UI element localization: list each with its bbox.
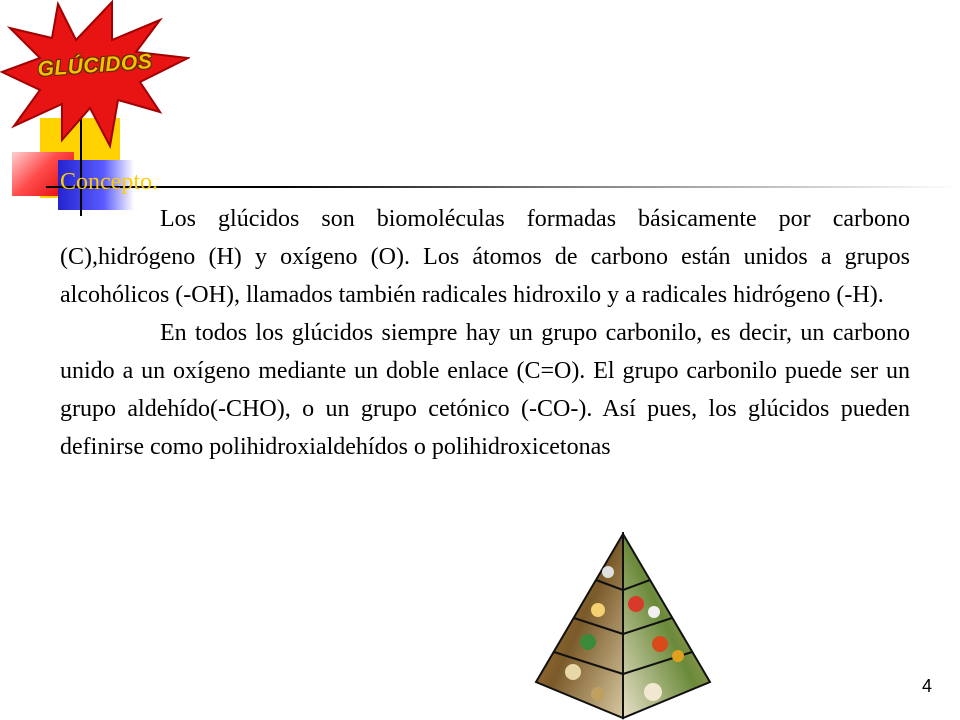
page-number: 4 — [921, 676, 932, 696]
section-heading: Concepto. — [60, 169, 158, 195]
paragraph-carbonyl: En todos los glúcidos siempre hay un grupo carbonilo, es decir, un carbono unido a un oxígeno mediante un doble enlace (C=O). El grupo carbonilo puede ser un grupo aldehído(-CHO), o un grupo cetónico (-CO-). Así pues, los glúcidos pueden definirse como polihidroxialdehídos o polihidroxicetonas — [60, 320, 910, 460]
badge-title: GLÚCIDOS — [36, 50, 154, 81]
title-star-badge — [0, 0, 190, 150]
food-pyramid-icon — [528, 532, 718, 720]
food-pyramid-image — [528, 532, 718, 720]
body-text — [60, 200, 910, 466]
title-divider-line — [46, 186, 960, 188]
paragraph-definition: Los glúcidos son biomoléculas formadas básicamente por carbono (C),hidrógeno (H) y oxígeno (O). Los átomos de carbono están unidos a grupos alcohólicos (-OH), llamados también radicales hidroxilo y a radicales hidrógeno (-H). — [60, 206, 910, 308]
